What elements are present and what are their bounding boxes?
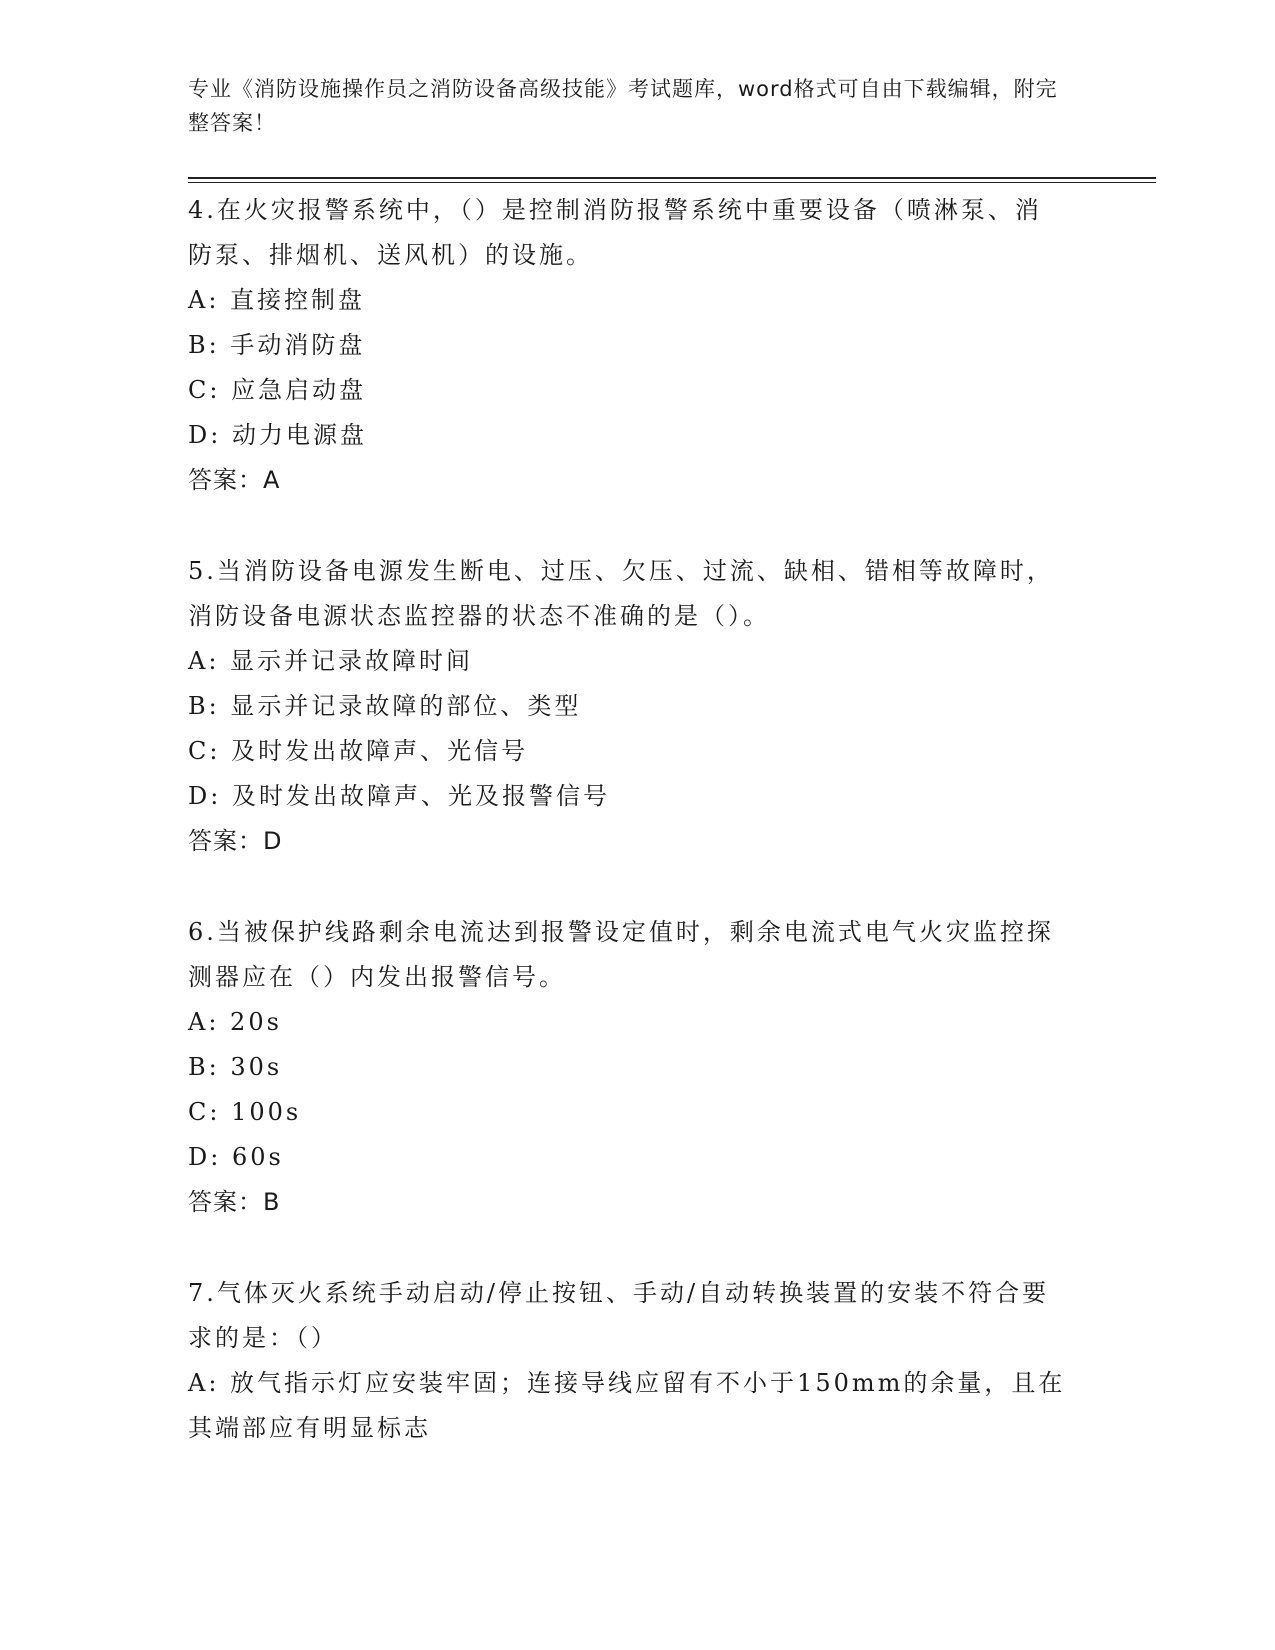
option-c: C: 应急启动盘 bbox=[188, 376, 367, 404]
option-c: C: 及时发出故障声、光信号 bbox=[188, 737, 529, 765]
answer-label: 答案：B bbox=[188, 1188, 281, 1216]
option-b: B: 手动消防盘 bbox=[188, 331, 366, 359]
option-c: C: 100s bbox=[188, 1098, 302, 1126]
question-spacer bbox=[188, 503, 1068, 549]
question-list bbox=[188, 188, 1068, 1451]
option-d: D: 动力电源盘 bbox=[188, 421, 367, 449]
option-b: B: 显示并记录故障的部位、类型 bbox=[188, 692, 582, 720]
question-7 bbox=[188, 1271, 1068, 1451]
header-divider bbox=[188, 177, 1156, 183]
question-spacer bbox=[188, 1225, 1068, 1271]
question-stem: 6.当被保护线路剩余电流达到报警设定值时，剩余电流式电气火灾监控探测器应在（）内发出报警信号。 bbox=[188, 918, 1054, 991]
option-d: D: 及时发出故障声、光及报警信号 bbox=[188, 782, 610, 810]
option-a: A: 放气指示灯应安装牢固；连接导线应留有不小于150mm的余量，且在其端部应有明显标志 bbox=[188, 1369, 1066, 1442]
page-header bbox=[188, 72, 1068, 140]
answer-label: 答案：D bbox=[188, 827, 283, 855]
option-d: D: 60s bbox=[188, 1143, 284, 1171]
option-a: A: 显示并记录故障时间 bbox=[188, 647, 474, 675]
header-text: 专业《消防设施操作员之消防设备高级技能》考试题库，word格式可自由下载编辑，附完整答案！ bbox=[188, 77, 1058, 135]
question-4 bbox=[188, 188, 1068, 503]
question-stem: 4.在火灾报警系统中，（）是控制消防报警系统中重要设备（喷淋泵、消防泵、排烟机、送风机）的设施。 bbox=[188, 196, 1042, 269]
option-a: A: 直接控制盘 bbox=[188, 286, 366, 314]
question-spacer bbox=[188, 864, 1068, 910]
option-b: B: 30s bbox=[188, 1053, 283, 1081]
question-6 bbox=[188, 910, 1068, 1225]
answer-label: 答案：A bbox=[188, 466, 281, 494]
question-5 bbox=[188, 549, 1068, 864]
option-a: A: 20s bbox=[188, 1008, 282, 1036]
question-stem: 5.当消防设备电源发生断电、过压、欠压、过流、缺相、错相等故障时，消防设备电源状态监控器的状态不准确的是（）。 bbox=[188, 557, 1054, 630]
question-stem: 7.气体灭火系统手动启动/停止按钮、手动/自动转换装置的安装不符合要求的是：（） bbox=[188, 1279, 1050, 1352]
